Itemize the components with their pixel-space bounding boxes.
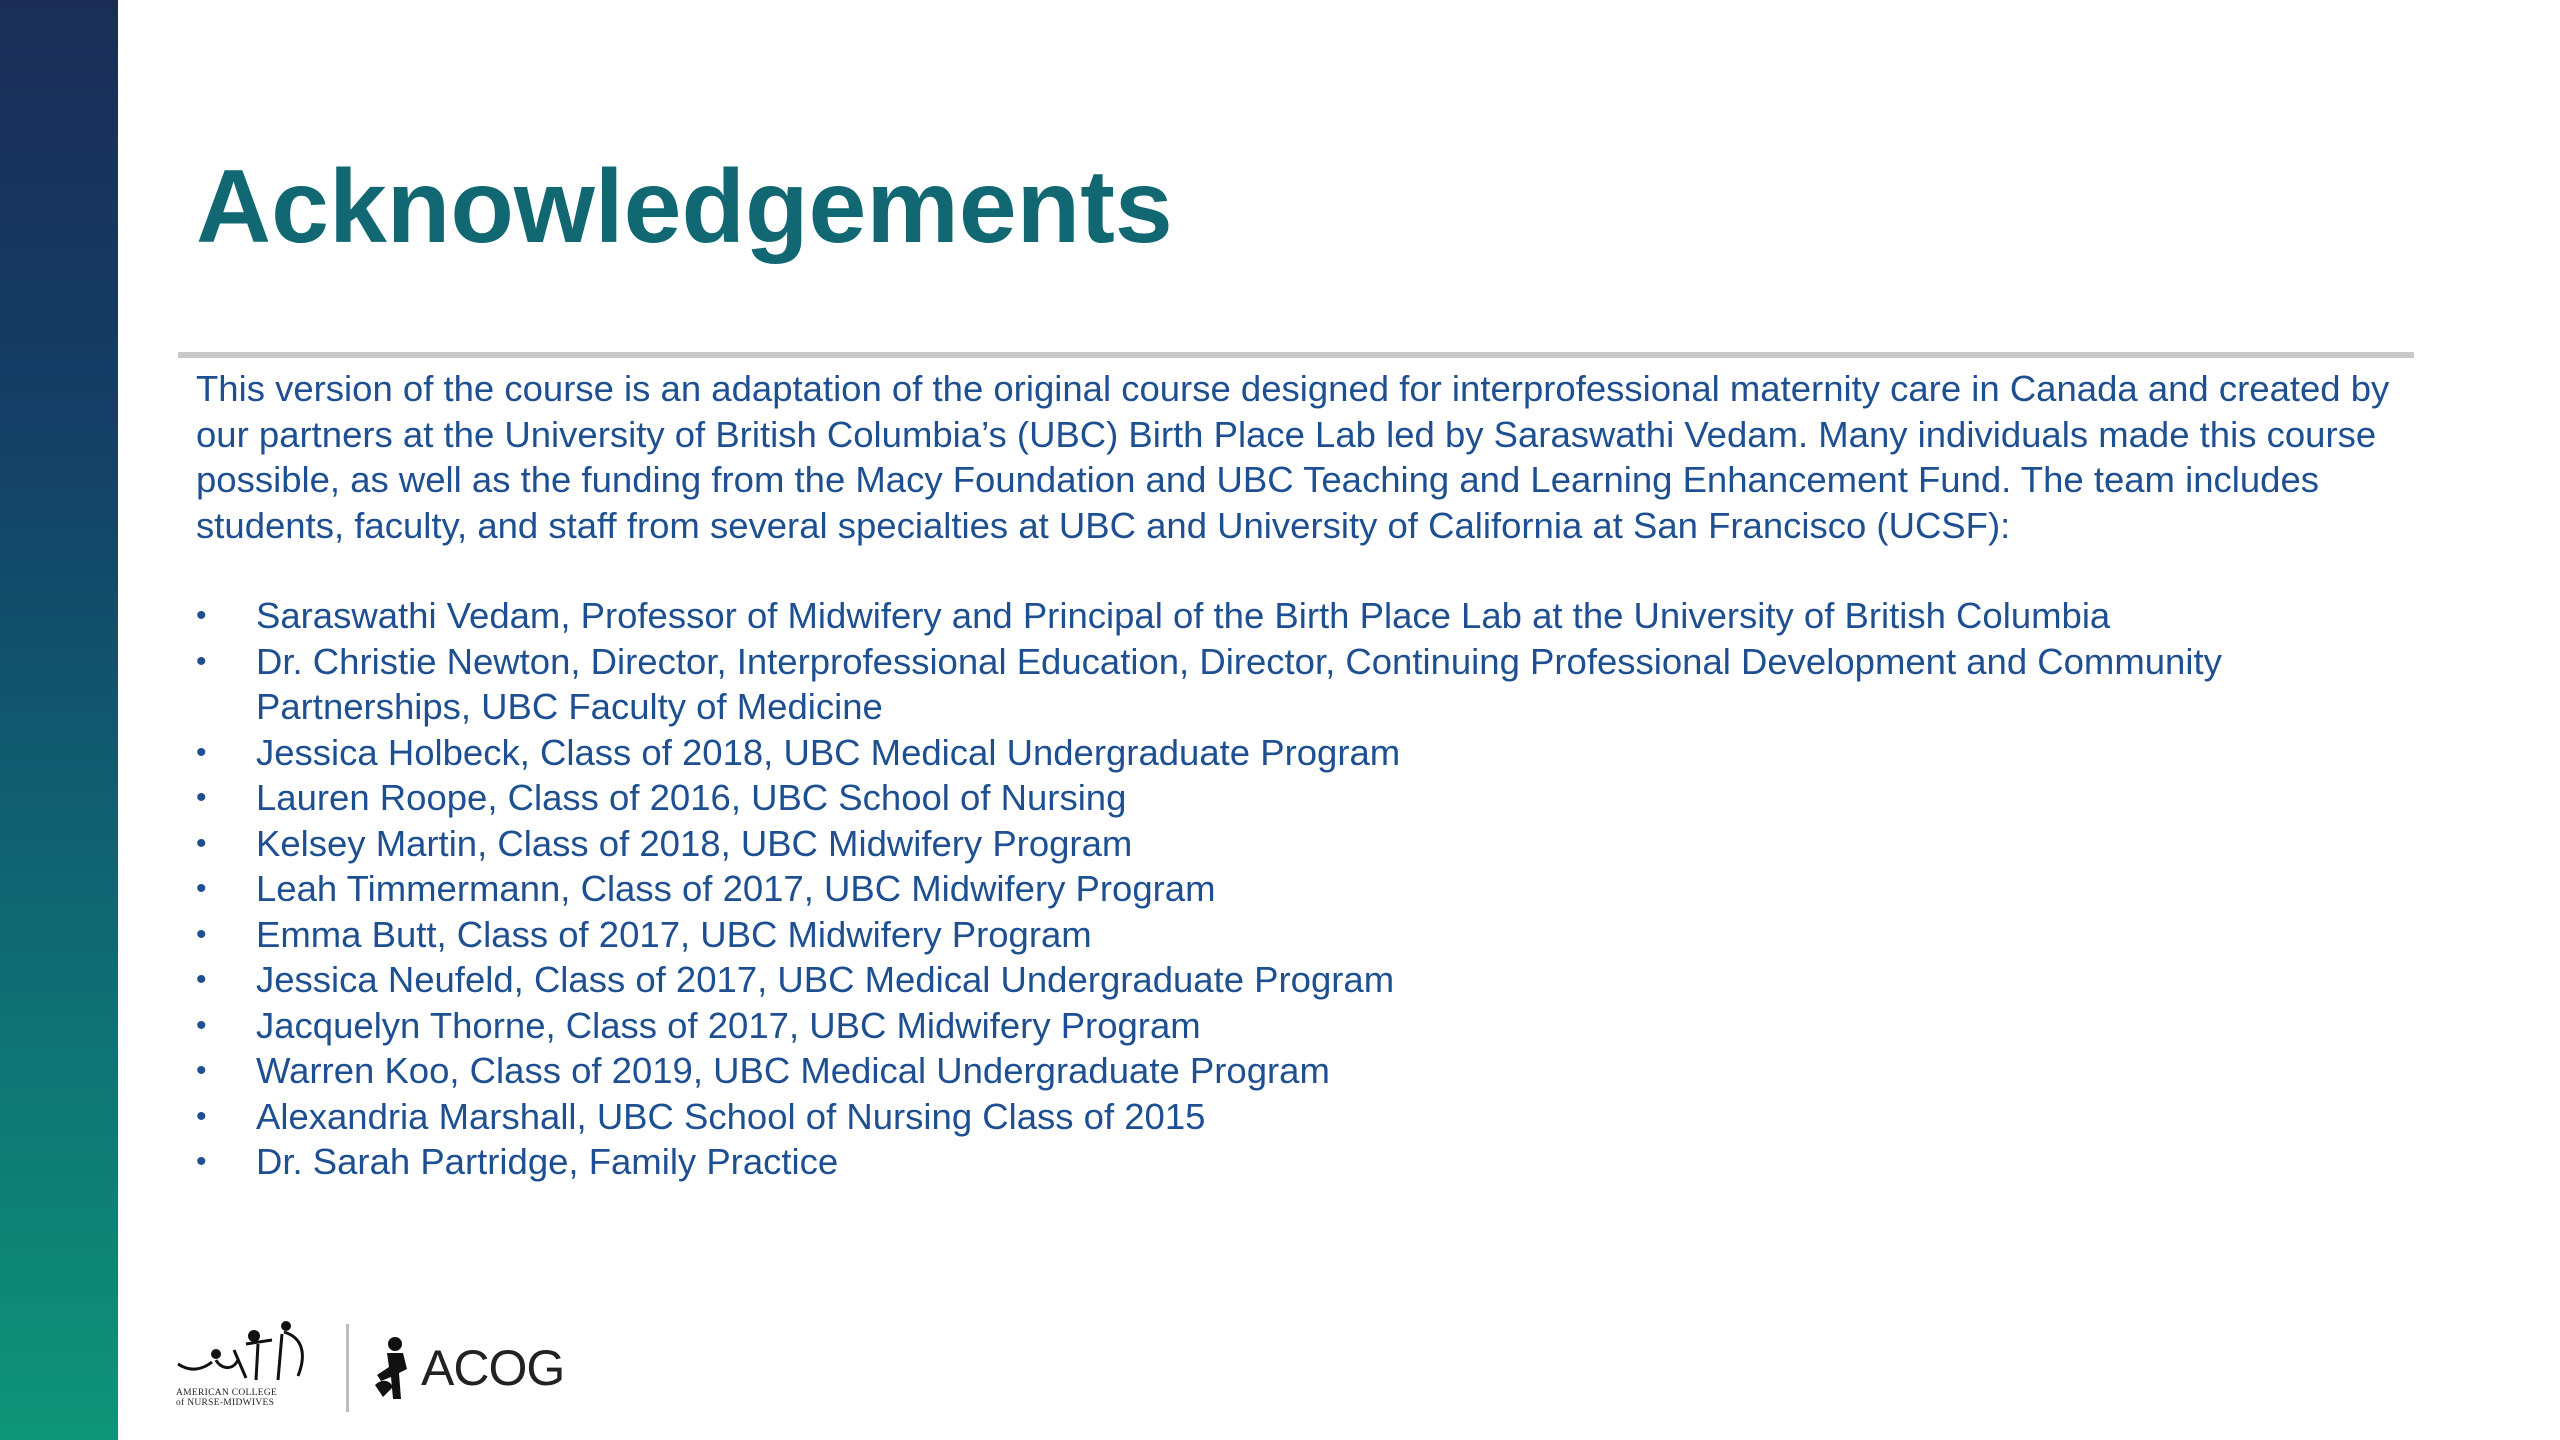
acknowledgement-text: Jessica Neufeld, Class of 2017, UBC Medical Undergraduate Program: [256, 959, 1395, 1000]
bullet-icon: •: [196, 1054, 207, 1087]
acknowledgement-item: [196, 639, 2426, 730]
acnm-wordmark: AMERICAN COLLEGE of NURSE-MIDWIVES: [176, 1388, 278, 1408]
bullet-icon: •: [196, 963, 207, 996]
acknowledgement-text: Jacquelyn Thorne, Class of 2017, UBC Midwifery Program: [256, 1004, 1201, 1046]
acknowledgement-text: Dr. Sarah Partridge, Family Practice: [256, 1141, 839, 1182]
acknowledgement-item: [196, 775, 2426, 821]
acog-logo: [371, 1320, 564, 1416]
acknowledgement-text: Lauren Roope, Class of 2016, UBC School of Nursing: [256, 777, 1127, 818]
bullet-icon: •: [196, 1145, 207, 1178]
acknowledgement-text: Dr. Christie Newton, Director, Interprofessional Education, Director, Continuing Professional Development and Community Partnerships, UBC Faculty of Medicine: [256, 640, 2222, 727]
bullet-icon: •: [196, 872, 207, 905]
bullet-icon: •: [196, 826, 207, 860]
acknowledgement-list: [196, 593, 2426, 1185]
bullet-icon: •: [196, 1099, 207, 1133]
bullet-icon: •: [196, 917, 207, 951]
logo-divider: [346, 1324, 349, 1412]
acog-emblem-icon: [371, 1335, 415, 1401]
title-divider: [178, 352, 2414, 358]
acknowledgement-text: Emma Butt, Class of 2017, UBC Midwifery Program: [256, 913, 1092, 955]
bullet-icon: •: [196, 735, 207, 769]
acknowledgement-item: [196, 1094, 2426, 1140]
acknowledgement-text: Warren Koo, Class of 2019, UBC Medical Undergraduate Program: [256, 1050, 1330, 1091]
acknowledgement-text: Leah Timmermann, Class of 2017, UBC Midwifery Program: [256, 868, 1216, 909]
footer-logos: [176, 1320, 564, 1416]
intro-paragraph: This version of the course is an adaptation of the original course designed for interprofessional maternity care in Canada and created by our partners at the University of British Columbia’s (UBC) Birth Place Lab led by Saraswathi Vedam. Many individuals made this course possible, as well as the funding from the Macy Foundation and UBC Teaching and Learning Enhancement Fund. The team includes students, faculty, and staff from several specialties at UBC and University of California at San Francisco (UCSF):: [196, 368, 2390, 546]
acknowledgement-text: Jessica Holbeck, Class of 2018, UBC Medical Undergraduate Program: [256, 731, 1401, 773]
acknowledgement-item: [196, 866, 2426, 912]
bullet-icon: •: [196, 644, 207, 678]
acnm-figures-icon: [176, 1320, 310, 1382]
bullet-icon: •: [196, 781, 207, 814]
acknowledgement-item: [196, 821, 2426, 867]
acknowledgement-item: [196, 1139, 2426, 1185]
acnm-logo: [176, 1320, 310, 1416]
acknowledgement-item: [196, 957, 2426, 1003]
acknowledgement-text: Alexandria Marshall, UBC School of Nursing Class of 2015: [256, 1095, 1206, 1137]
bullet-icon: •: [196, 1008, 207, 1042]
acknowledgement-item: [196, 1003, 2426, 1049]
acknowledgement-text: Kelsey Martin, Class of 2018, UBC Midwifery Program: [256, 822, 1133, 864]
slide-title: Acknowledgements: [196, 149, 1173, 265]
acknowledgement-item: [196, 730, 2426, 776]
acknowledgement-text: Saraswathi Vedam, Professor of Midwifery and Principal of the Birth Place Lab at the University of British Columbia: [256, 595, 2111, 636]
slide-body: [196, 366, 2426, 1185]
acknowledgement-item: [196, 912, 2426, 958]
acog-wordmark: ACOG: [421, 1340, 565, 1396]
acknowledgement-item: [196, 593, 2426, 639]
bullet-icon: •: [196, 599, 207, 632]
side-gradient-band: [0, 0, 118, 1440]
acknowledgement-item: [196, 1048, 2426, 1094]
